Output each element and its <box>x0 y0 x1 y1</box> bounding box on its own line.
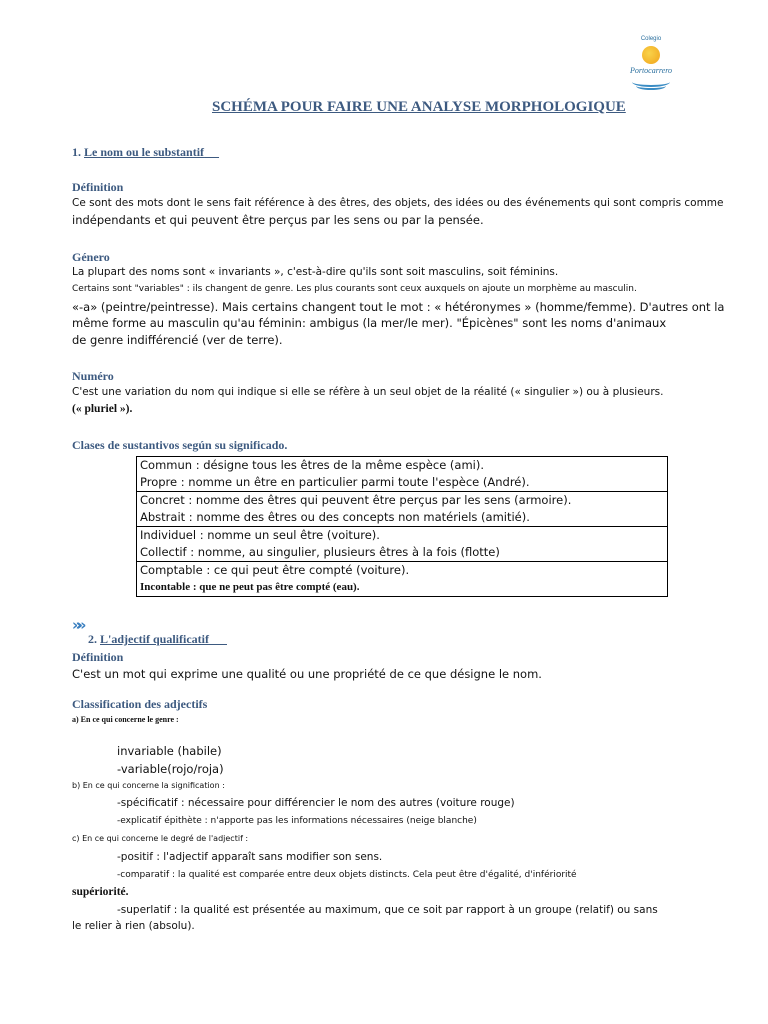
page-title: SCHÉMA POUR FAIRE UNE ANALYSE MORPHOLOGIQUE <box>212 99 626 115</box>
genre-item-1: invariable (habile) <box>117 744 222 758</box>
signification-item-1: -spécificatif : nécessaire pour différencier le nom des autres (voiture rouge) <box>117 797 515 809</box>
degree-label: c) En ce qui concerne le degré de l'adjectif : <box>72 834 249 843</box>
clases-label: Clases de sustantivos según su significado. <box>72 438 288 452</box>
logo-top-text: Colegio <box>640 36 662 42</box>
genero-label: Género <box>72 250 110 264</box>
double-chevron-icon: »» <box>72 616 82 634</box>
section1-heading <box>72 145 219 160</box>
section1-number: 1. <box>72 145 84 159</box>
wave-icon-2 <box>636 82 666 90</box>
class-row: Concret : nomme des êtres qui peuvent être perçus par les sens (armoire). <box>140 493 572 507</box>
class-row: Comptable : ce qui peut être compté (voiture). <box>140 563 410 577</box>
degree-item-3b: le relier à rien (absolu). <box>72 920 195 932</box>
genero-line-4: même forme au masculin qu'au féminin: ambigus (la mer/le mer). "Épicènes" sont les noms d'animaux <box>72 316 667 330</box>
school-logo <box>622 36 680 94</box>
genre-item-2: -variable(rojo/roja) <box>117 762 224 776</box>
degree-item-2b: supériorité. <box>72 886 129 898</box>
definition-line-2: indépendants et qui peuvent être perçus par les sens ou par la pensée. <box>72 213 484 227</box>
genero-line-1: La plupart des noms sont « invariants », c'est-à-dire qu'ils sont soit masculins, soit féminins. <box>72 266 559 278</box>
signification-label: b) En ce qui concerne la signification : <box>72 781 225 790</box>
class-row: Abstrait : nomme des êtres ou des concepts non matériels (amitié). <box>140 510 530 524</box>
logo-name: Portocarrero <box>629 66 673 75</box>
class-row: Collectif : nomme, au singulier, plusieurs êtres à la fois (flotte) <box>140 545 500 559</box>
numero-line-1: C'est une variation du nom qui indique si elle se réfère à un seul objet de la réalité (« singulier ») ou à plusieurs. <box>72 386 664 398</box>
section2-title: L'adjectif qualificatif <box>100 632 209 646</box>
noun-classes-table <box>136 456 668 597</box>
sun-icon <box>642 46 660 64</box>
genero-line-3: «-a» (peintre/peintresse). Mais certains changent tout le mot : « hétéronymes » (homme/femme). D'autres ont la <box>72 300 725 314</box>
class-group <box>137 527 667 562</box>
degree-item-2a: -comparatif : la qualité est comparée entre deux objets distincts. Cela peut être d'égalité, d'infériorité <box>117 870 577 880</box>
class-row: Individuel : nomme un seul être (voiture). <box>140 528 380 542</box>
classification-label: Classification des adjectifs <box>72 697 208 711</box>
degree-item-3a: -superlatif : la qualité est présentée au maximum, que ce soit par rapport à un groupe (relatif) ou sans <box>117 904 658 916</box>
class-group <box>137 562 667 596</box>
numero-line-2: (« pluriel »). <box>72 403 133 415</box>
degree-item-1: -positif : l'adjectif apparaît sans modifier son sens. <box>117 851 383 863</box>
section2-number: 2. <box>88 632 100 646</box>
section1-title: Le nom ou le substantif <box>84 145 205 159</box>
class-row: Incontable : que ne peut pas être compté (eau). <box>140 581 360 593</box>
section2-heading <box>88 632 227 647</box>
numero-label: Numéro <box>72 369 114 383</box>
class-group <box>137 457 667 492</box>
genre-label: a) En ce qui concerne le genre : <box>72 715 179 724</box>
genero-line-2: Certains sont "variables" : ils changent de genre. Les plus courants sont ceux auxquels on ajoute un morphème au masculin. <box>72 284 637 294</box>
class-row: Propre : nomme un être en particulier parmi toute l'espèce (André). <box>140 475 530 489</box>
adj-definition-label: Définition <box>72 650 124 664</box>
signification-item-2: -explicatif épithète : n'apporte pas les informations nécessaires (neige blanche) <box>117 816 477 826</box>
class-group <box>137 492 667 527</box>
genero-line-5: de genre indifférencié (ver de terre). <box>72 333 283 347</box>
definition-label: Définition <box>72 180 124 194</box>
definition-line-1: Ce sont des mots dont le sens fait référence à des êtres, des objets, des idées ou des événements qui sont compris comme <box>72 197 724 209</box>
adj-definition-line: C'est un mot qui exprime une qualité ou une propriété de ce que désigne le nom. <box>72 667 542 681</box>
class-row: Commun : désigne tous les êtres de la même espèce (ami). <box>140 458 485 472</box>
